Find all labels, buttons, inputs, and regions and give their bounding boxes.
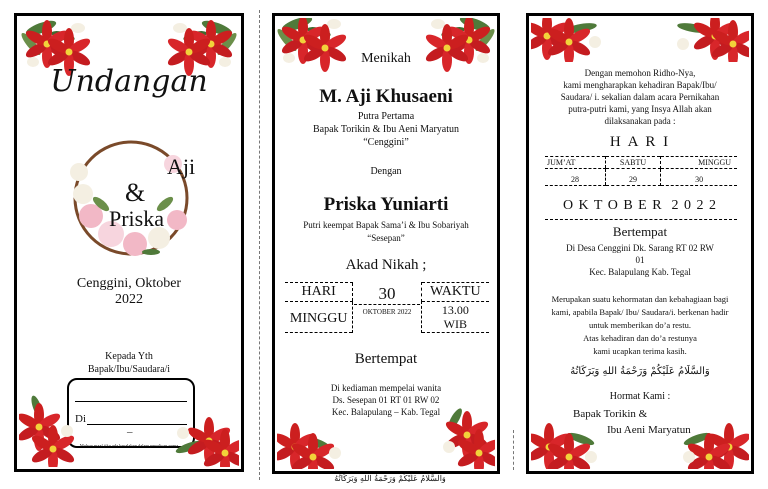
cover-panel bbox=[14, 13, 244, 472]
venue-line3: Kec. Balapulang Kab. Tegal bbox=[589, 267, 691, 277]
regards-text: Hormat Kami : bbox=[609, 391, 671, 402]
poinsettia-flower-icon bbox=[277, 18, 355, 78]
day-value: MINGGU bbox=[285, 302, 353, 333]
name-apology-note: Mohon maaf jika ada kesalahan dalam penulisan nama bbox=[79, 443, 179, 448]
akad-title: Akad Nikah ; bbox=[345, 257, 427, 273]
venue-line1: Di kediaman mempelai wanita bbox=[330, 383, 442, 393]
month-divider bbox=[545, 219, 737, 220]
place-date-line2: 2022 bbox=[115, 292, 143, 307]
place-date-line1: Cenggini, Oktober bbox=[76, 276, 182, 291]
couple-panel bbox=[272, 13, 500, 474]
date-value-3: 30 bbox=[661, 169, 737, 186]
address-prefix: Di bbox=[75, 413, 86, 425]
date-cell bbox=[353, 283, 421, 333]
event-days-table bbox=[545, 156, 737, 186]
date-value-2: 29 bbox=[605, 169, 660, 186]
fold-guide-right bbox=[513, 430, 514, 470]
signer-line2: Ibu Aeni Maryatun bbox=[607, 424, 691, 436]
date-day: 30 bbox=[378, 283, 396, 303]
connector-text: Dengan bbox=[370, 166, 402, 177]
closing-line2: kami, apabila Bapak/ Ibu/ Saudara/i. berkenan hadir bbox=[551, 307, 729, 317]
bride-full-name: Priska Yuniarti bbox=[323, 194, 449, 215]
fold-guide-left bbox=[259, 10, 260, 480]
day-title: H A R I bbox=[609, 134, 671, 150]
bride-parents: Putri keempat Bapak Sama’i & Ibu Sobariyah bbox=[303, 220, 469, 230]
closing-line5: kami ucapkan terima kasih. bbox=[593, 346, 687, 356]
day-label: HARI bbox=[285, 283, 353, 302]
guest-name-line bbox=[75, 401, 187, 402]
time-value: 13.00 bbox=[441, 303, 469, 317]
poinsettia-flower-icon bbox=[671, 18, 749, 62]
intro-line2: kami mengharapkan kehadiran Bapak/Ibu/ bbox=[563, 80, 717, 90]
venue-line2: 01 bbox=[635, 255, 645, 265]
date-month-year: OKTOBER 2022 bbox=[354, 304, 419, 316]
bride-origin: “Sesepan” bbox=[367, 233, 405, 243]
groom-name-short: Aji bbox=[167, 154, 196, 179]
address-dash: – bbox=[127, 426, 133, 438]
intro-line4: putra-putri kami, yang Insya Allah akan bbox=[568, 104, 712, 114]
guest-salutation: Bapak/Ibu/Saudara/i bbox=[87, 364, 171, 375]
time-zone: WIB bbox=[443, 317, 467, 331]
venue-line3: Kec. Balapulang – Kab. Tegal bbox=[331, 407, 441, 417]
poinsettia-flower-icon bbox=[531, 419, 603, 469]
date-value-1: 28 bbox=[545, 169, 605, 186]
intro-line3: Saudara/ i. sekalian dalam acara Pernikahan bbox=[560, 92, 720, 102]
poinsettia-flower-icon bbox=[169, 417, 239, 467]
time-label: WAKTU bbox=[421, 283, 489, 302]
poinsettia-flower-icon bbox=[531, 18, 609, 62]
poinsettia-flower-icon bbox=[277, 423, 347, 469]
intro-line1: Dengan memohon Ridho-Nya, bbox=[584, 68, 696, 78]
closing-line1: Merupakan suatu kehormatan dan kebahagiaan bagi bbox=[551, 294, 729, 304]
salam-calligraphy: وَالسَّلَامُ عَلَيْكُمْ وَرَحْمَةُ اللهِ وَبَرَكَاتُهُ bbox=[570, 366, 710, 377]
time-cell bbox=[421, 302, 489, 333]
groom-parents: Bapak Torikin & Ibu Aeni Maryatun bbox=[312, 124, 460, 135]
bride-name-short: Priska bbox=[109, 206, 164, 231]
intro-text: Menikah bbox=[361, 51, 411, 66]
intro-line5: dilaksanakan pada : bbox=[604, 116, 676, 126]
day-name-1: JUM’AT bbox=[545, 157, 605, 169]
groom-origin: “Cenggini” bbox=[363, 137, 409, 148]
day-name-3: MINGGU bbox=[661, 157, 737, 169]
poinsettia-flower-icon bbox=[19, 387, 79, 467]
poinsettia-flower-icon bbox=[417, 18, 495, 78]
closing-line3: untuk memberikan do’a restu. bbox=[589, 320, 691, 330]
addressed-to-label: Kepada Yth bbox=[105, 351, 153, 362]
groom-role: Putra Pertama bbox=[357, 111, 415, 122]
details-panel bbox=[526, 13, 754, 474]
poinsettia-flower-icon bbox=[435, 399, 495, 469]
invitation-title: Undangan bbox=[50, 64, 208, 99]
venue-title: Bertempat bbox=[354, 351, 418, 367]
closing-salam-calligraphy: وَالسَّلَامُ عَلَيْكُمْ وَرَحْمَةُ اللهِ وَبَرَكَاتُهُ bbox=[334, 474, 446, 483]
poinsettia-flower-icon bbox=[677, 419, 749, 469]
groom-full-name: M. Aji Khusaeni bbox=[319, 86, 453, 107]
venue-line2: Ds. Sesepan 01 RT 01 RW 02 bbox=[332, 395, 440, 405]
signer-line1: Bapak Torikin & bbox=[573, 408, 648, 420]
month-year: O K T O B E R 2 0 2 2 bbox=[562, 198, 718, 213]
venue-title: Bertempat bbox=[612, 224, 668, 239]
closing-line4: Atas kehadiran dan do’a restunya bbox=[583, 333, 697, 343]
akad-schedule-table bbox=[285, 282, 489, 333]
day-name-2: SABTU bbox=[605, 157, 660, 169]
ampersand: & bbox=[125, 178, 146, 207]
venue-line1: Di Desa Cenggini Dk. Sarang RT 02 RW bbox=[566, 243, 714, 253]
